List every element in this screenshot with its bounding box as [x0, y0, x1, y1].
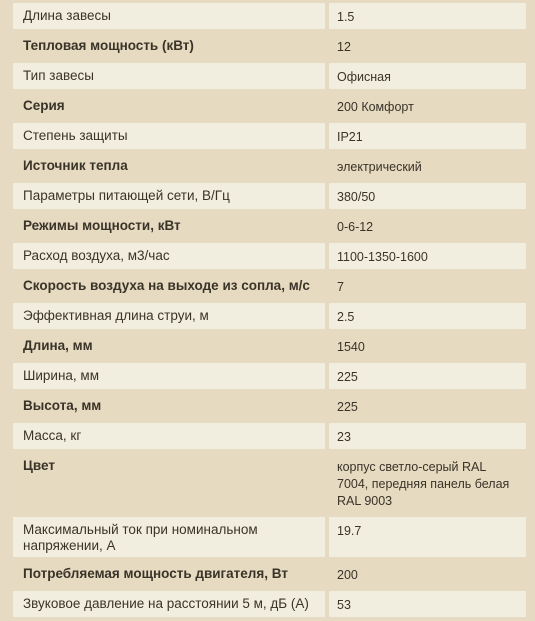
spec-value: 225	[329, 393, 526, 419]
spec-row	[13, 333, 526, 359]
spec-name: Максимальный ток при номинальном напряжении, А	[13, 517, 325, 557]
spec-value: 200	[329, 561, 526, 587]
spec-name: Тепловая мощность (кВт)	[13, 33, 325, 59]
spec-row	[13, 363, 526, 389]
spec-value: 1540	[329, 333, 526, 359]
spec-row	[13, 183, 526, 209]
spec-value: 200 Комфорт	[329, 93, 526, 119]
spec-name: Режимы мощности, кВт	[13, 213, 325, 239]
spec-value: Офисная	[329, 63, 526, 89]
spec-value: 53	[329, 591, 526, 617]
spec-name: Звуковое давление на расстоянии 5 м, дБ (А)	[13, 591, 325, 617]
spec-row	[13, 33, 526, 59]
spec-name: Источник тепла	[13, 153, 325, 179]
spec-value: 1100-1350-1600	[329, 243, 526, 269]
spec-row	[13, 213, 526, 239]
spec-name: Эффективная длина струи, м	[13, 303, 325, 329]
spec-row	[13, 3, 526, 29]
spec-row	[13, 93, 526, 119]
spec-row	[13, 561, 526, 587]
spec-value: 12	[329, 33, 526, 59]
spec-value: корпус светло-серый RAL 7004, передняя панель белая RAL 9003	[329, 453, 526, 513]
spec-row	[13, 243, 526, 269]
spec-value: 1.5	[329, 3, 526, 29]
spec-name: Длина завесы	[13, 3, 325, 29]
spec-name: Ширина, мм	[13, 363, 325, 389]
spec-row	[13, 303, 526, 329]
spec-value: 23	[329, 423, 526, 449]
spec-name: Масса, кг	[13, 423, 325, 449]
spec-name: Параметры питающей сети, В/Гц	[13, 183, 325, 209]
spec-value: 19.7	[329, 517, 526, 557]
specifications-table	[13, 3, 526, 621]
spec-value: 380/50	[329, 183, 526, 209]
spec-row	[13, 123, 526, 149]
spec-value: электрический	[329, 153, 526, 179]
spec-name: Высота, мм	[13, 393, 325, 419]
spec-value: 0-6-12	[329, 213, 526, 239]
spec-row	[13, 63, 526, 89]
spec-row	[13, 517, 526, 557]
spec-row	[13, 453, 526, 513]
spec-name: Потребляемая мощность двигателя, Вт	[13, 561, 325, 587]
spec-row	[13, 591, 526, 617]
spec-value: 2.5	[329, 303, 526, 329]
spec-name: Скорость воздуха на выходе из сопла, м/с	[13, 273, 325, 299]
spec-value: IP21	[329, 123, 526, 149]
spec-name: Длина, мм	[13, 333, 325, 359]
spec-name: Цвет	[13, 453, 325, 513]
spec-row	[13, 423, 526, 449]
spec-name: Тип завесы	[13, 63, 325, 89]
spec-name: Расход воздуха, м3/час	[13, 243, 325, 269]
spec-value: 225	[329, 363, 526, 389]
spec-value: 7	[329, 273, 526, 299]
spec-row	[13, 153, 526, 179]
spec-row	[13, 273, 526, 299]
spec-name: Степень защиты	[13, 123, 325, 149]
spec-row	[13, 393, 526, 419]
spec-name: Серия	[13, 93, 325, 119]
